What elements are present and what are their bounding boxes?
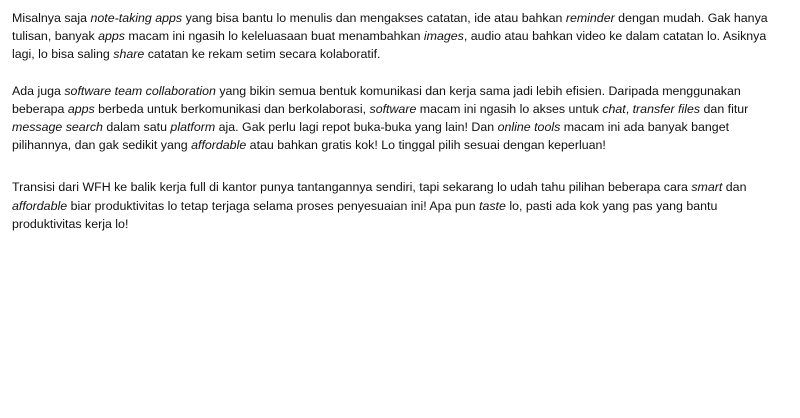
body-text: aja. Gak perlu lagi repot buka-buka yang lain! Dan — [215, 120, 498, 135]
emphasis-text: message search — [12, 120, 103, 135]
emphasis-text: software — [369, 101, 417, 116]
body-text: atau bahkan gratis kok! Lo tinggal pilih sesuai dengan keperluan! — [246, 138, 606, 153]
emphasis-text: share — [113, 47, 145, 62]
body-text: macam ini ngasih lo akses untuk — [416, 101, 603, 116]
body-text: yang bikin semua bentuk komunikasi dan kerja sama jadi lebih efisien. Daripada menggunakan beberapa — [12, 83, 741, 116]
emphasis-text: affordable — [191, 138, 247, 153]
body-text: berbeda untuk berkomunikasi dan berkolaborasi, — [94, 101, 370, 116]
body-text: dan — [722, 180, 747, 195]
paragraph-conclusion — [12, 178, 782, 233]
emphasis-text: images — [423, 29, 464, 44]
paragraph-note-taking — [12, 9, 782, 64]
body-text: , audio atau bahkan video ke dalam catatan lo. Asiknya lagi, lo bisa saling — [12, 29, 767, 62]
emphasis-text: affordable — [12, 198, 68, 213]
body-text: Misalnya saja — [12, 11, 91, 25]
emphasis-text: apps — [67, 101, 95, 116]
body-text: dalam satu — [102, 120, 171, 135]
body-text: Transisi dari WFH ke balik kerja full di kantor punya tantangannya sendiri, tapi sekarang lo udah tahu pilihan beberapa cara — [12, 180, 692, 195]
body-text: lo, pasti ada kok yang pas yang bantu produktivitas kerja lo! — [12, 198, 718, 231]
body-text: dengan mudah. Gak hanya tulisan, banyak — [12, 11, 768, 44]
emphasis-text: note-taking apps — [90, 11, 183, 25]
emphasis-text: online tools — [497, 120, 561, 135]
emphasis-text: chat — [602, 101, 626, 116]
paragraph-team-collaboration — [12, 82, 782, 155]
body-text: Ada juga — [12, 83, 65, 98]
body-text: biar produktivitas lo tetap terjaga selama proses penyesuaian ini! Apa pun — [67, 198, 480, 213]
emphasis-text: platform — [170, 120, 216, 135]
emphasis-text: smart — [691, 180, 723, 195]
body-text: macam ini ada banyak banget pilihannya, dan gak sedikit yang — [12, 120, 730, 153]
emphasis-text: software team collaboration — [64, 83, 216, 98]
emphasis-text: transfer files — [632, 101, 701, 116]
body-text: yang bisa bantu lo menulis dan mengakses catatan, ide atau bahkan — [182, 11, 566, 25]
emphasis-text: taste — [479, 198, 506, 213]
emphasis-text: reminder — [565, 11, 615, 25]
article-body — [12, 9, 782, 233]
body-text: dan fitur — [700, 101, 749, 116]
body-text: , — [625, 101, 633, 116]
emphasis-text: apps — [98, 29, 125, 44]
body-text: macam ini ngasih lo keleluasaan buat menambahkan — [124, 29, 424, 44]
body-text: catatan ke rekam setim secara kolaboratif. — [144, 47, 381, 62]
